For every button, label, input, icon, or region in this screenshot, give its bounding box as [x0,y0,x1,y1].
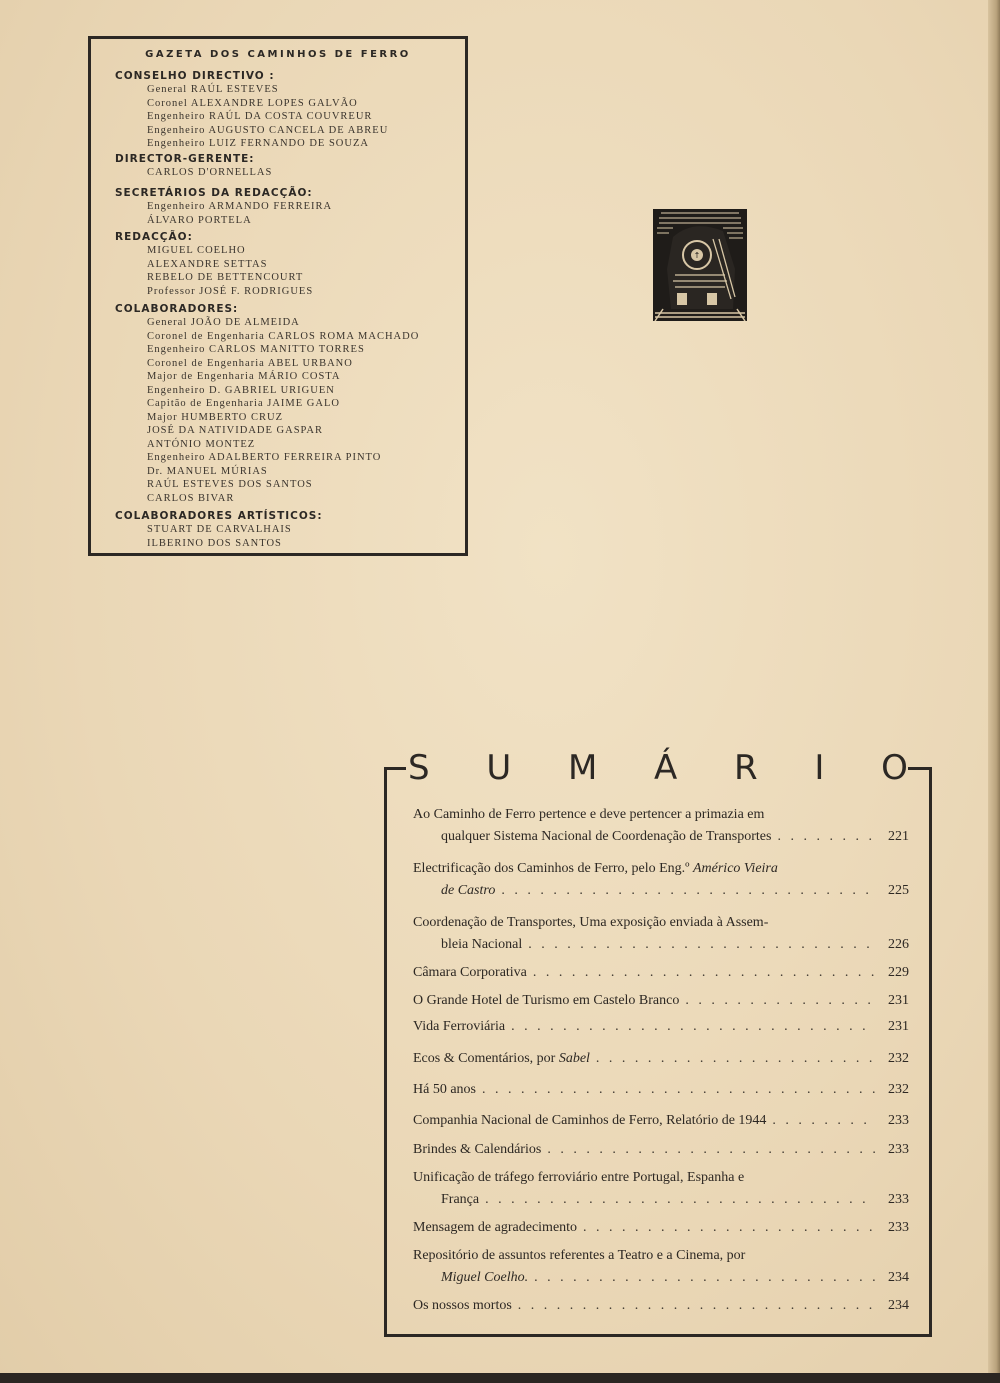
toc-entry-title: Companhia Nacional de Caminhos de Ferro, Relatório de 1944 [413,1113,767,1128]
toc-page-number: 234 [888,1270,909,1285]
staff-name: Engenheiro ADALBERTO FERREIRA PINTO [147,452,382,463]
toc-page-number: 231 [888,993,909,1008]
toc-entry-title: qualquer Sistema Nacional de Coordenação de Transportes [441,829,772,844]
staff-name: ILBERINO DOS SANTOS [147,537,282,549]
staff-name: Dr. MANUEL MÚRIAS [147,465,268,477]
staff-name: Engenheiro RAÚL DA COSTA COUVREUR [147,111,373,122]
toc-entry [413,1139,909,1161]
toc-entry-title: Vida Ferroviária [413,1019,506,1034]
toc-entry [413,804,909,848]
staff-name: Major de Engenharia MÁRIO COSTA [147,371,341,382]
section-heading: COLABORADORES: [115,303,239,315]
staff-name: CARLOS D'ORNELLAS [147,167,273,178]
title-letter: R [734,748,758,788]
toc-page-number: 233 [888,1142,909,1157]
toc-page-number: 233 [888,1192,909,1207]
toc-entry [413,858,909,902]
toc-page-number: 233 [888,1220,909,1235]
staff-section-director [117,152,272,180]
section-heading: DIRECTOR-GERENTE: [115,153,255,165]
staff-name: REBELO DE BETTENCOURT [147,272,304,283]
toc-page-number: 221 [888,829,909,844]
toc-entry-title: Unificação de tráfego ferroviário entre Portugal, Espanha e [413,1170,745,1185]
staff-name: Engenheiro D. GABRIEL URIGUEN [147,384,335,396]
staff-name: Engenheiro ARMANDO FERREIRA [147,201,333,212]
toc-entry-title: Repositório de assuntos referentes a Teatro e a Cinema, por [413,1248,746,1263]
staff-name: RAÚL ESTEVES DOS SANTOS [147,479,313,490]
toc-entry-title: Ao Caminho de Ferro pertence e deve pertencer a primazia em [413,807,765,822]
svg-text:↑: ↑ [693,251,701,260]
staff-name: STUART DE CARVALHAIS [147,524,292,535]
staff-name: Engenheiro LUIZ FERNANDO DE SOUZA [147,138,369,149]
staff-name: CARLOS BIVAR [147,492,235,504]
toc-page-number: 232 [888,1051,909,1066]
section-heading: SECRETÁRIOS DA REDACÇÃO: [115,187,313,199]
section-heading: REDACÇÃO: [115,231,193,243]
staff-name: Coronel ALEXANDRE LOPES GALVÃO [147,97,358,109]
toc-page-number: 233 [888,1113,909,1128]
title-letter: U [486,748,512,788]
toc-entry [413,990,909,1012]
toc-entry-author: Américo Vieira [692,861,778,876]
title-letter: S [408,748,430,788]
toc-entry [413,1245,909,1289]
bottom-edge [0,1373,1000,1383]
toc-page-number: 226 [888,937,909,952]
toc-entry [413,962,909,984]
toc-entry [413,1048,909,1070]
staff-name: Engenheiro AUGUSTO CANCELA DE ABREU [147,124,389,136]
staff-name: MIGUEL COELHO [147,245,246,256]
toc-entry-title: de Castro [441,883,496,898]
staff-name: Major HUMBERTO CRUZ [147,411,284,423]
title-letter: O [881,748,908,788]
toc-page-number: 225 [888,883,909,898]
toc-entry-title: Brindes & Calendários [413,1142,542,1157]
page-edge [988,0,1000,1383]
toc-entry [413,1167,909,1211]
toc-entry-title: Ecos & Comentários, por [413,1051,559,1066]
toc-entry [413,1079,909,1101]
title-letter: Á [654,748,678,788]
toc-entry-title: O Grande Hotel de Turismo em Castelo Branco [413,993,680,1008]
locomotive-woodcut-icon [653,209,747,321]
toc-entry [413,1217,909,1239]
title-letter: M [567,748,598,788]
toc-entry-title: Os nossos mortos [413,1298,512,1313]
staff-name: Professor JOSÉ F. RODRIGUES [147,285,314,297]
toc-entry-title: Electrificação dos Caminhos de Ferro, pelo Eng.º [413,861,693,876]
staff-name: General RAÚL ESTEVES [147,84,279,95]
toc-entry [413,912,909,956]
staff-name: ANTÓNIO MONTEZ [147,438,256,450]
staff-name: Capitão de Engenharia JAIME GALO [147,398,340,409]
staff-name: Engenheiro CARLOS MANITTO TORRES [147,344,365,355]
toc-page-number: 234 [888,1298,909,1313]
staff-name: Coronel de Engenharia ABEL URBANO [147,357,353,369]
staff-section-artisticos [117,509,323,550]
toc-entry [413,1016,909,1038]
toc-entry-title: Mensagem de agradecimento [413,1220,578,1235]
staff-name: General JOÃO DE ALMEIDA [147,317,300,328]
staff-name: JOSÉ DA NATIVIDADE GASPAR [147,425,324,436]
toc-page-number: 229 [888,965,909,980]
section-heading: COLABORADORES ARTÍSTICOS: [115,510,323,522]
staff-name: Coronel de Engenharia CARLOS ROMA MACHADO [147,330,420,342]
staff-section-redaccao [117,230,313,298]
toc-entry [413,1110,909,1132]
title-letter: I [814,748,825,788]
staff-name: ÁLVARO PORTELA [147,214,252,226]
staff-section-secretarios [117,186,332,227]
toc-entry-title: Há 50 anos [413,1082,476,1097]
toc-entry-author: Miguel Coelho. [441,1270,529,1285]
toc-entry [413,1295,909,1317]
toc-entry-author: Sabel [558,1051,590,1066]
staff-title: GAZETA DOS CAMINHOS DE FERRO [145,49,411,60]
toc-page-number: 232 [888,1082,909,1097]
staff-box [88,36,468,556]
staff-section-colaboradores [117,302,419,505]
toc-entry-title: Coordenação de Transportes, Uma exposição enviada à Assem- [413,915,769,930]
staff-section-conselho [117,69,388,151]
toc-entry-title: Câmara Corporativa [413,965,527,980]
toc-entry-title: França [441,1192,480,1207]
toc-entry-title: bleia Nacional [441,937,523,952]
staff-name: ALEXANDRE SETTAS [147,258,268,270]
section-heading: CONSELHO DIRECTIVO : [115,70,275,82]
toc-page-number: 231 [888,1019,909,1034]
